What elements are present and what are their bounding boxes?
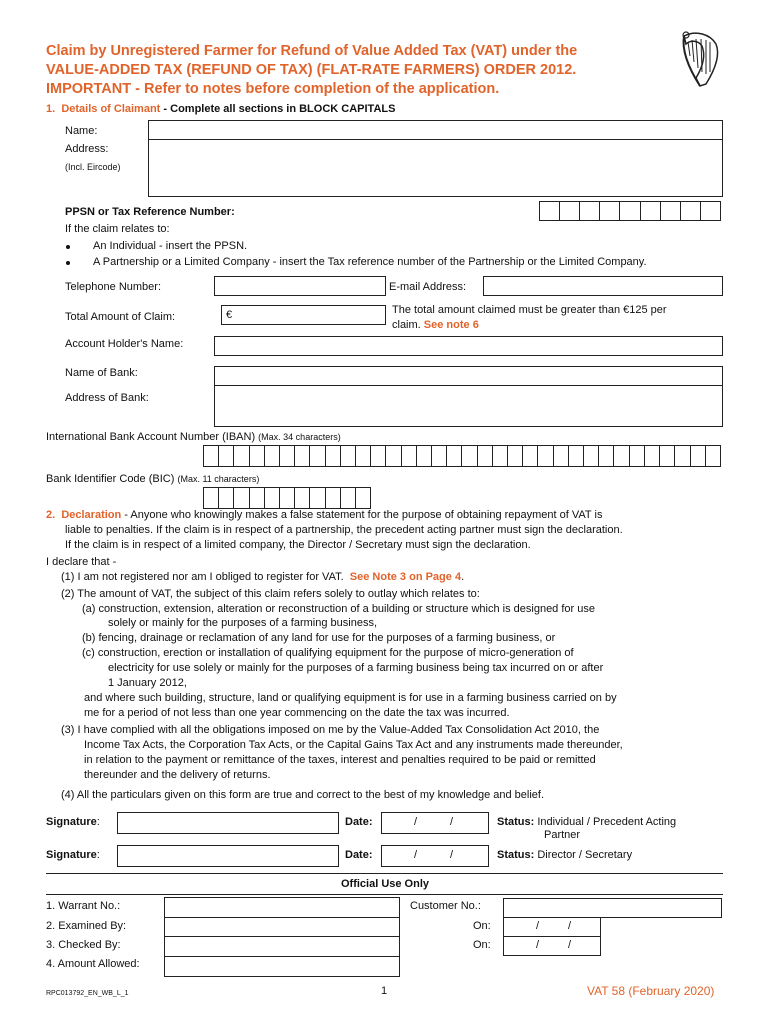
char-cell[interactable] (310, 488, 325, 508)
char-cell[interactable] (295, 488, 310, 508)
address-input[interactable] (148, 139, 723, 197)
date-separator: / (568, 920, 572, 932)
declaration-item-3-cont2: in relation to the payment or remittance of the taxes, interest and penalties required to be paid or remitted (84, 754, 596, 766)
char-cell[interactable] (250, 446, 265, 466)
box-row-line (165, 936, 399, 937)
signature-input-2[interactable] (117, 845, 339, 867)
email-label: E-mail Address: (389, 281, 467, 293)
char-cell[interactable] (356, 488, 370, 508)
warrant-label: 1. Warrant No.: (46, 900, 121, 912)
char-cell[interactable] (493, 446, 508, 466)
declaration-item-1: (1) I am not registered nor am I obliged to register for VAT. See Note 3 on Page 4. (61, 571, 465, 583)
char-cell[interactable] (706, 446, 720, 466)
see-note-3-link[interactable]: See Note 3 on Page 4 (349, 571, 462, 583)
date-separator: / (414, 849, 418, 861)
declaration-item-2a-cont: solely or mainly for the purposes of a farming business, (108, 617, 378, 629)
signature-input-1[interactable] (117, 812, 339, 834)
char-cell[interactable] (310, 446, 325, 466)
total-amount-input[interactable] (221, 305, 386, 325)
char-cell[interactable] (417, 446, 432, 466)
char-cell[interactable] (371, 446, 386, 466)
declaration-item-4: (4) All the particulars given on this form are true and correct to the best of my knowledge and belief. (61, 789, 545, 801)
char-cell[interactable] (265, 446, 280, 466)
amount-allowed-label: 4. Amount Allowed: (46, 958, 140, 970)
on-date-input-2[interactable] (503, 936, 601, 956)
char-cell[interactable] (234, 488, 249, 508)
char-cell[interactable] (538, 446, 553, 466)
telephone-input[interactable] (214, 276, 386, 296)
box-row-line (165, 917, 399, 918)
date-separator: / (568, 939, 572, 951)
divider (46, 873, 723, 874)
bank-address-label: Address of Bank: (65, 392, 149, 404)
eircode-note: (Incl. Eircode) (65, 162, 121, 172)
declaration-item-3: (3) I have complied with all the obligations imposed on me by the Value-Added Tax Consolidation Act 2010, the (61, 724, 600, 736)
char-cell[interactable] (508, 446, 523, 466)
official-use-heading: Official Use Only (340, 878, 430, 890)
divider (46, 894, 723, 895)
bank-name-input[interactable] (214, 366, 723, 386)
char-cell[interactable] (599, 446, 614, 466)
char-cell[interactable] (204, 488, 219, 508)
declare-text: I declare that - (46, 556, 117, 568)
total-note-line1: The total amount claimed must be greater than €125 per (392, 304, 667, 316)
on-label-2: On: (473, 939, 491, 951)
char-cell[interactable] (462, 446, 477, 466)
form-code: VAT 58 (February 2020) (587, 984, 715, 998)
signature-label-2: Signature: (46, 849, 100, 861)
declaration-item-2-end: and where such building, structure, land or qualifying equipment is for use in a farming business carried on by (84, 692, 617, 704)
char-cell[interactable] (584, 446, 599, 466)
title-line-3: IMPORTANT - Refer to notes before completion of the application. (46, 81, 500, 97)
footer-code: RPC013792_EN_WB_L_1 (46, 990, 129, 997)
ppsn-label: PPSN or Tax Reference Number: (65, 206, 235, 218)
declaration-item-2c: (c) construction, erection or installation of qualifying equipment for the purpose of micro-generation of (82, 647, 574, 659)
ppsn-input[interactable] (539, 201, 721, 221)
char-cell[interactable] (356, 446, 371, 466)
status-2: Status: Director / Secretary (497, 849, 633, 861)
email-input[interactable] (483, 276, 723, 296)
title-line-2: VALUE-ADDED TAX (REFUND OF TAX) (FLAT-RATE FARMERS) ORDER 2012. (46, 62, 577, 78)
char-cell[interactable] (569, 446, 584, 466)
status-1-cont: Partner (544, 829, 581, 841)
declaration-line2: liable to penalties. If the claim is in respect of a partnership, the precedent acting partner must sign the declaration. (65, 524, 623, 536)
bullet-dot (66, 261, 70, 265)
date-separator: / (450, 816, 454, 828)
char-cell[interactable] (234, 446, 249, 466)
bank-address-input[interactable] (214, 385, 723, 427)
char-cell[interactable] (219, 446, 234, 466)
bic-input[interactable] (203, 487, 371, 509)
official-use-box[interactable] (164, 897, 400, 977)
iban-input[interactable] (203, 445, 721, 467)
date-separator: / (536, 920, 540, 932)
date-separator: / (414, 816, 418, 828)
name-label: Name: (65, 125, 98, 137)
char-cell[interactable] (280, 446, 295, 466)
char-cell[interactable] (691, 446, 706, 466)
date-label-1: Date: (345, 816, 373, 828)
declaration-item-2: (2) The amount of VAT, the subject of this claim refers solely to outlay which relates to: (61, 588, 480, 600)
declaration-item-2a: (a) construction, extension, alteration or reconstruction of a building or structure which is designed for use (82, 603, 595, 615)
euro-symbol: € (226, 309, 233, 321)
declaration-item-2b: (b) fencing, drainage or reclamation of any land for use for the purposes of a farming business, or (82, 632, 556, 644)
bank-name-label: Name of Bank: (65, 367, 138, 379)
declaration-item-2c-cont: electricity for use solely or mainly for the purposes of a farming business being tax incurred on or after (108, 662, 604, 674)
char-cell[interactable] (341, 446, 356, 466)
declaration-item-2c-cont2: 1 January 2012, (108, 677, 187, 689)
declaration-item-2-end2: me for a period of not less than one year commencing on the date the tax was incurred. (84, 707, 510, 719)
date-input-1[interactable] (381, 812, 489, 834)
char-cell[interactable] (295, 446, 310, 466)
declaration-line3: If the claim is in respect of a limited company, the Director / Secretary must sign the declaration. (65, 539, 531, 551)
telephone-label: Telephone Number: (65, 281, 162, 293)
char-cell[interactable] (250, 488, 265, 508)
on-date-input-1[interactable] (503, 917, 601, 937)
status-1: Status: Individual / Precedent Acting (497, 816, 677, 828)
char-cell[interactable] (660, 446, 675, 466)
claim-relates-text: If the claim relates to: (65, 223, 170, 235)
customer-input[interactable] (503, 898, 722, 918)
char-cell[interactable] (523, 446, 538, 466)
account-holder-label: Account Holder's Name: (65, 338, 184, 350)
char-cell[interactable] (478, 446, 493, 466)
char-cell[interactable] (280, 488, 295, 508)
char-cell[interactable] (204, 446, 219, 466)
page-number: 1 (381, 985, 388, 997)
total-amount-label: Total Amount of Claim: (65, 311, 176, 323)
declaration-line1: 2. Declaration - Anyone who knowingly makes a false statement for the purpose of obtaining repayment of VAT is (46, 509, 603, 521)
date-input-2[interactable] (381, 845, 489, 867)
char-cell[interactable] (675, 446, 690, 466)
char-cell[interactable] (402, 446, 417, 466)
bullet-dot (66, 245, 70, 249)
char-cell[interactable] (645, 446, 660, 466)
box-row-line (165, 956, 399, 957)
char-cell[interactable] (432, 446, 447, 466)
declaration-item-3-cont3: thereunder and the delivery of returns. (84, 769, 271, 781)
total-note-line2: claim. See note 6 (392, 319, 479, 331)
name-input[interactable] (148, 120, 723, 140)
char-cell[interactable] (219, 488, 234, 508)
see-note-6-link[interactable]: See note 6 (423, 319, 479, 331)
char-cell[interactable] (326, 446, 341, 466)
signature-label-1: Signature: (46, 816, 100, 828)
char-cell[interactable] (265, 488, 280, 508)
char-cell[interactable] (326, 488, 341, 508)
on-label-1: On: (473, 920, 491, 932)
char-cell[interactable] (614, 446, 629, 466)
bullet-partnership: A Partnership or a Limited Company - insert the Tax reference number of the Partnership or the Limited Company. (93, 256, 647, 268)
bullet-individual: An Individual - insert the PPSN. (93, 240, 248, 252)
char-cell[interactable] (447, 446, 462, 466)
char-cell[interactable] (386, 446, 401, 466)
title-line-1: Claim by Unregistered Farmer for Refund of Value Added Tax (VAT) under the (46, 43, 578, 59)
customer-label: Customer No.: (410, 900, 481, 912)
examined-label: 2. Examined By: (46, 920, 127, 932)
checked-label: 3. Checked By: (46, 939, 121, 951)
declaration-item-3-cont: Income Tax Acts, the Corporation Tax Acts, or the Capital Gains Tax Act and any instruments made thereunder, (84, 739, 623, 751)
char-cell[interactable] (630, 446, 645, 466)
bic-label: Bank Identifier Code (BIC) (Max. 11 characters) (46, 473, 260, 485)
harp-icon (676, 28, 724, 93)
char-cell[interactable] (554, 446, 569, 466)
date-separator: / (536, 939, 540, 951)
date-separator: / (450, 849, 454, 861)
char-cell[interactable] (341, 488, 356, 508)
iban-label: International Bank Account Number (IBAN) (Max. 34 characters) (46, 431, 341, 443)
section1-heading: 1. Details of Claimant - Complete all sections in BLOCK CAPITALS (46, 103, 396, 115)
account-holder-input[interactable] (214, 336, 723, 356)
address-label: Address: (65, 143, 109, 155)
date-label-2: Date: (345, 849, 373, 861)
